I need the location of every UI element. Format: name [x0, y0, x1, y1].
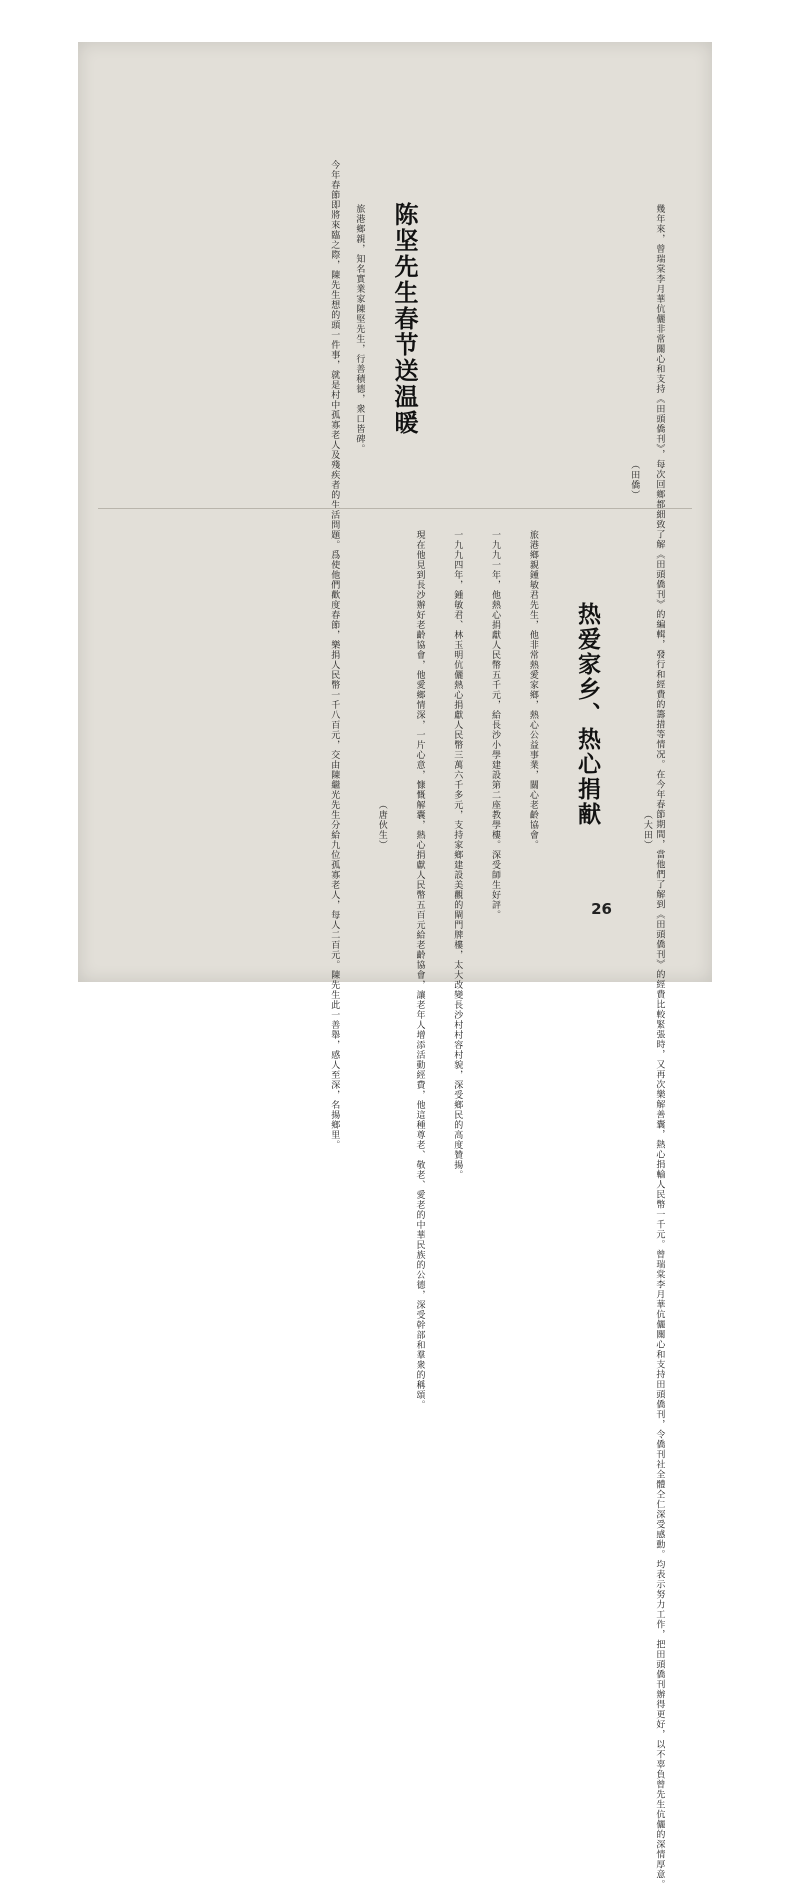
article-2-byline: （唐伙生） [376, 800, 387, 850]
article-1-byline: （大田） [641, 810, 652, 850]
article-0-byline: （田僑） [629, 460, 640, 500]
article-2-paragraph: 一九九四年，鍾敏君、林玉明伉儷熱心捐獻人民幣三萬六千多元，支持家鄉建設美觀的閘門牌樓，太大改變長沙村村容村貌，深受鄉民的高度贊揚。 [452, 520, 463, 1180]
article-1-body [108, 150, 378, 1150]
magazine-page [78, 42, 712, 1890]
page-number: 26 [591, 900, 612, 918]
article-2-title: 热爱家乡、热心捐献 [574, 602, 600, 827]
article-2-paragraph: 現在他見到長沙辦好老齡協會，他愛鄉情深，一片心意，慷慨解囊，熱心捐獻人民幣五百元給老齡協會，讓老年人增添活動經費，他這種尊老、敬老、愛老的中華民族的公德，深受幹部和羣衆的稱頌。 [414, 520, 425, 1410]
article-2-paragraph: 旅港鄉親鍾敏君先生，他非常熱愛家鄉，熱心公益事業，關心老齡協會。 [527, 520, 538, 850]
article-1-paragraph: 旅港鄉親，知名實業家陳堅先生，行善積德，衆口皆碑。 [354, 194, 365, 454]
article-0-paragraph: 幾年來，曾瑞棠李月華伉儷非常關心和支持《田頭僑刊》，每次回鄉都細致了解《田頭僑刊》的編輯，發行和經費的籌措等情况。在今年春節期間，當他們了解到《田頭僑刊》的經費比較緊張時，又再次樂解善囊，熱心捐輸人民幣一千元。曾瑞棠李月華伉儷關心和支持田頭僑刊，令僑刊社全體仝仁深受感動。均表示努力工作，把田頭僑刊辦得更好，以不辜負曾先生伉儷的深情厚意。 [654, 194, 665, 1890]
column-divider [98, 508, 692, 509]
article-1-continuation [618, 520, 678, 850]
article-1-title: 陈坚先生春节送温暖 [390, 202, 418, 436]
article-2-paragraph: 一九九一年，他熱心捐獻人民幣五千元，給長沙小學建設第二座教學樓。深受師生好評。 [490, 520, 501, 920]
article-1-paragraph: 今年春節即將來臨之際，陳先生想的頭一件事，就是村中孤寡老人及殘疾者的生活問題。爲使他們歡度春節，樂捐人民幣一千八百元，交由陳繼光先生分給九位孤寡老人，每人二百元。陳先生此一善舉，感人至深，名揚鄉里。 [329, 150, 340, 1150]
